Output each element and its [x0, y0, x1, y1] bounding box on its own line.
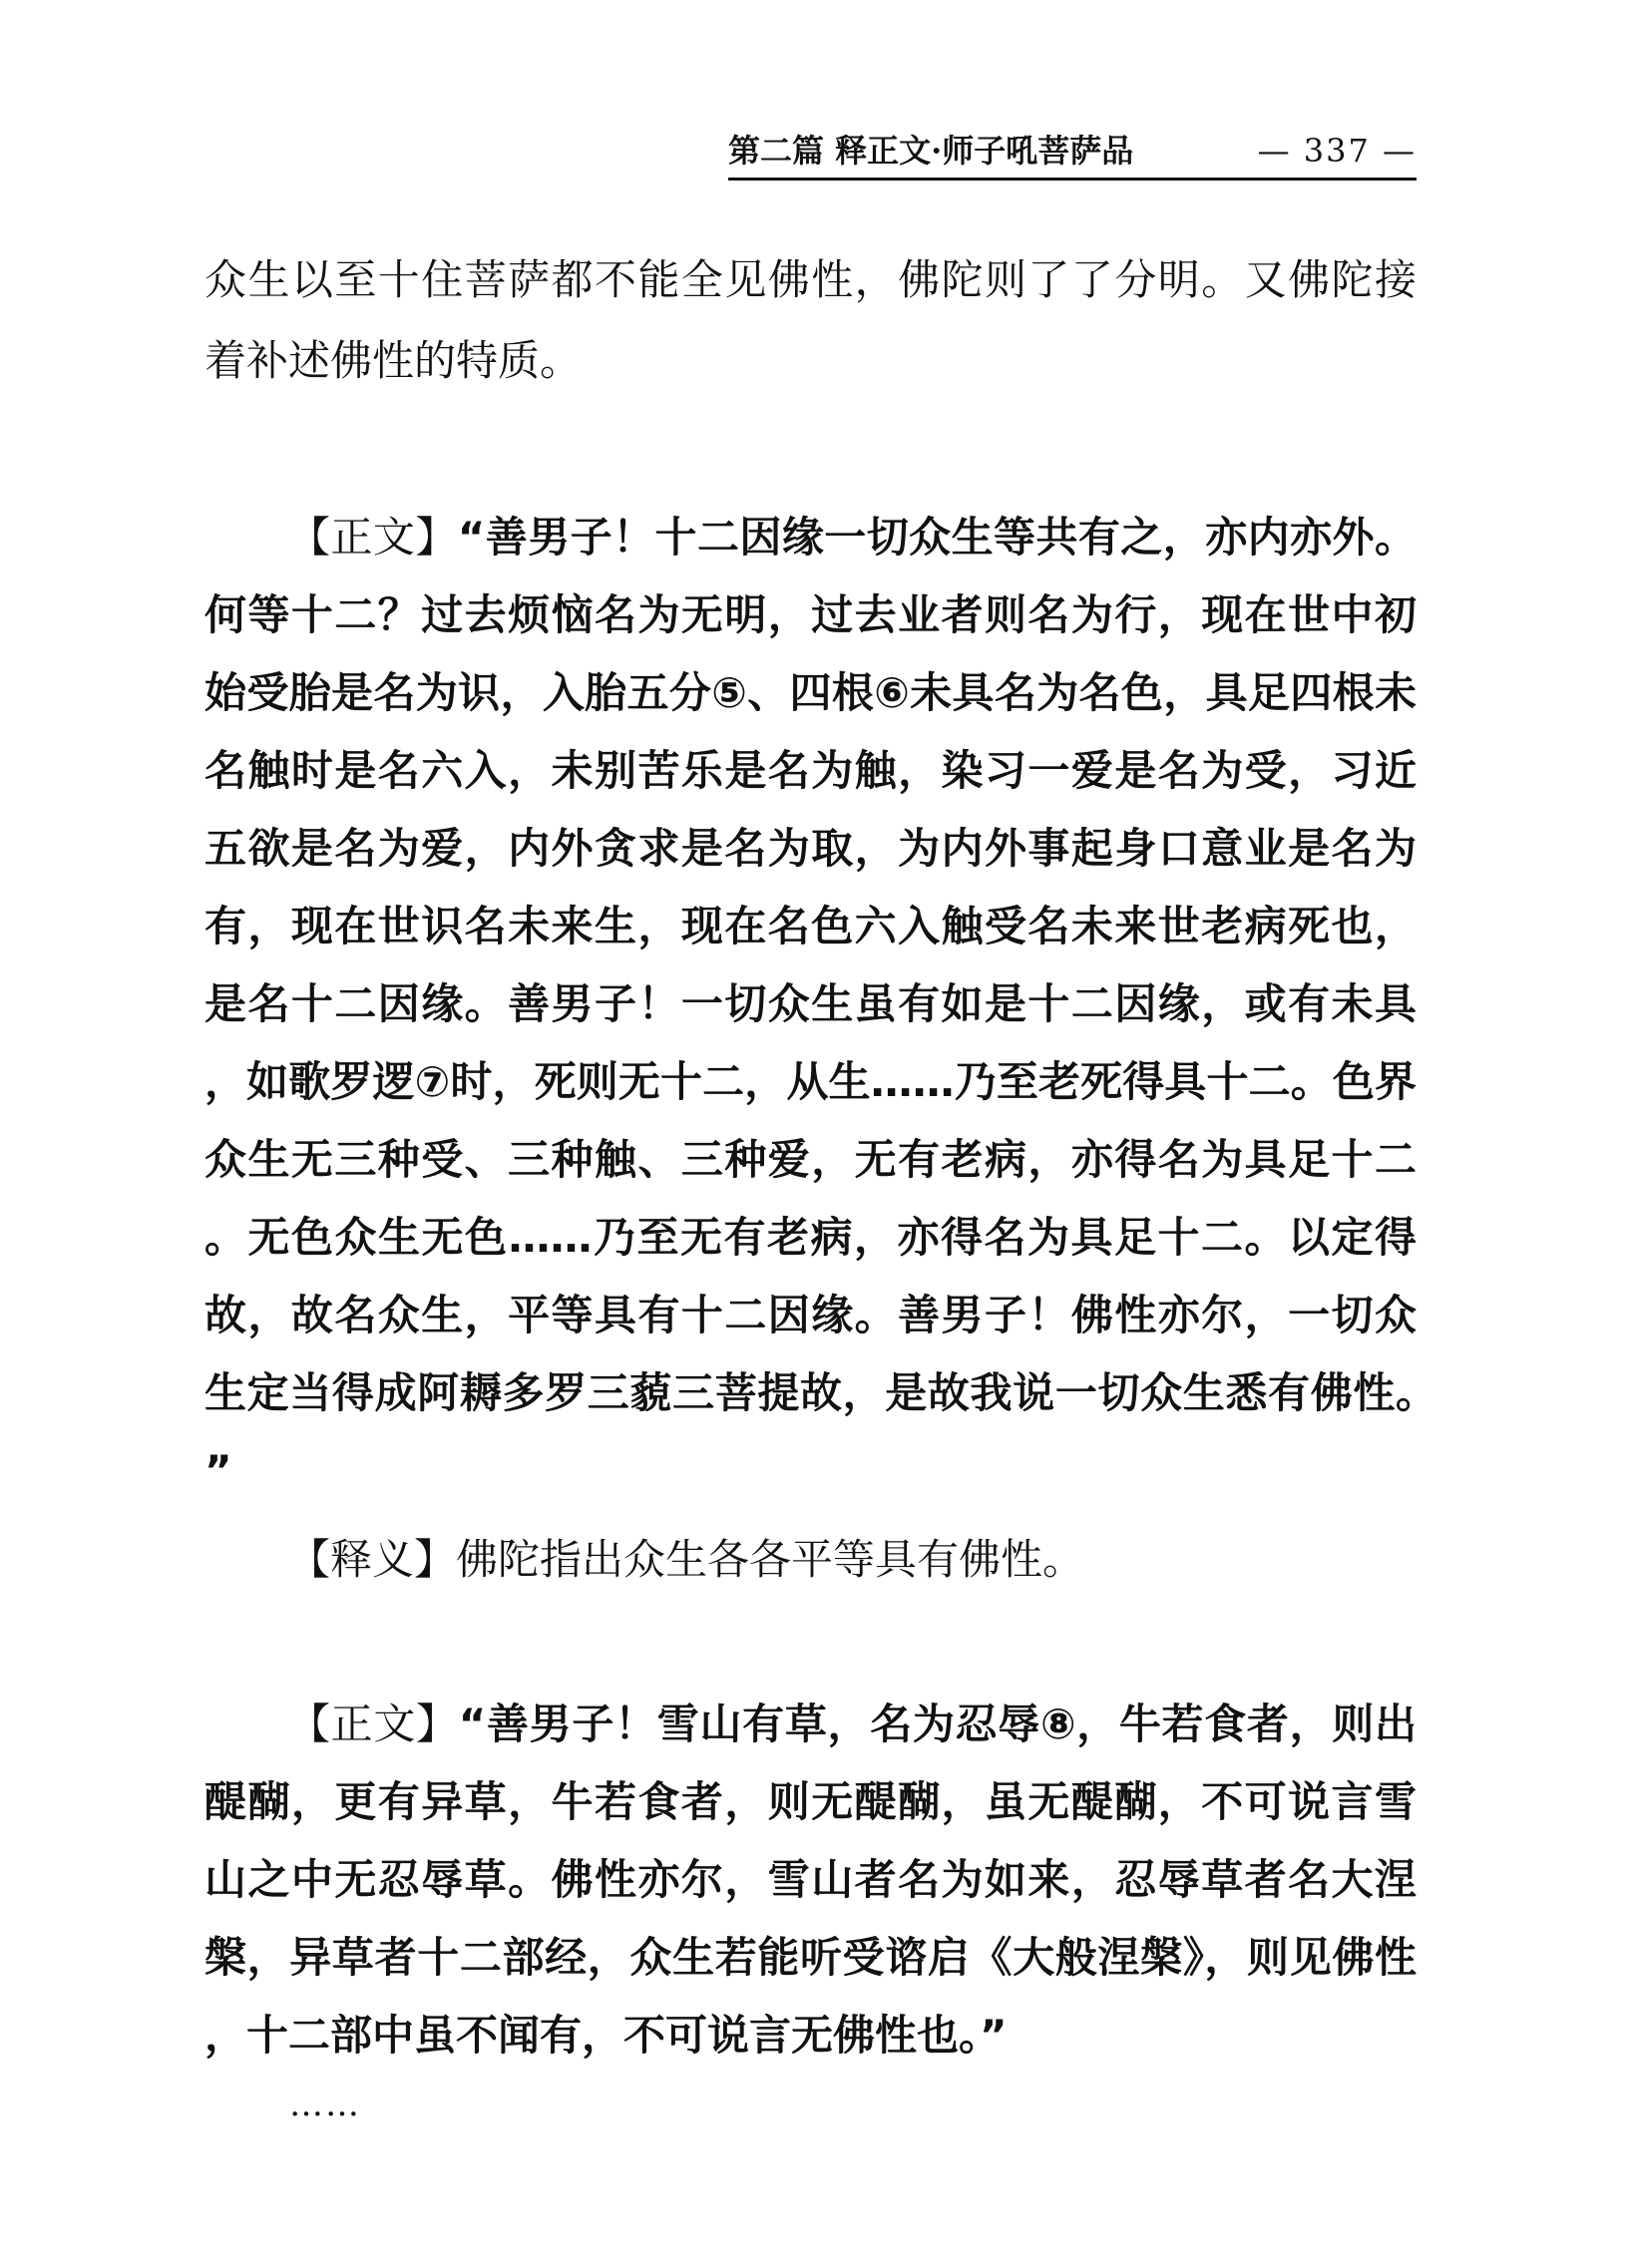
scripture-paragraph-1 — [204, 499, 1417, 1510]
scripture-label-1: 【正文】 — [288, 513, 458, 562]
page-number: — 337 — — [1257, 132, 1417, 170]
lead-paragraph-block — [204, 239, 1417, 401]
explanation-section-1 — [204, 1521, 1417, 1599]
scripture-section-2 — [204, 1686, 1417, 2075]
lead-paragraph: 众生以至十住菩萨都不能全见佛性，佛陀则了了分明。又佛陀接着补述佛性的特质。 — [204, 255, 1417, 385]
running-header — [728, 128, 1417, 181]
trailing-ellipsis: …… — [289, 2084, 361, 2124]
scripture-text-2: “善男子！雪山有草，名为忍辱⑧，牛若食者，则出醍醐，更有异草，牛若食者，则无醍醐，虽无醍醐，不可说言雪山之中无忍辱草。佛性亦尔，雪山者名为如来，忍辱草者名大涅槃，异草者十二部经，众生若能听受谘启《大般涅槃》，则见佛性，十二部中虽不闻有，不可说言无佛性也。” — [204, 1700, 1417, 2060]
scripture-text-1: “善男子！十二因缘一切众生等共有之，亦内亦外。何等十二？过去烦恼名为无明，过去业者则名为行，现在世中初始受胎是名为识，入胎五分⑤、四根⑥未具名为名色，具足四根未名触时是名六入，未别苦乐是名为触，染习一爱是名为受，习近五欲是名为爱，内外贪求是名为取，为内外事起身口意业是名为有，现在世识名未来生，现在名色六入触受名未来世老病死也，是名十二因缘。善男子！一切众生虽有如是十二因缘，或有未具，如歌罗逻⑦时，死则无十二，从生……乃至老死得具十二。色界众生无三种受、三种触、三种爱，无有老病，亦得名为具足十二。无色众生无色……乃至无有老病，亦得名为具足十二。以定得故，故名众生，平等具有十二因缘。善男子！佛性亦尔，一切众生定当得成阿耨多罗三藐三菩提故，是故我说一切众生悉有佛性。” — [204, 513, 1417, 1495]
chapter-title: 第二篇 释正文·师子吼菩萨品 — [728, 132, 1134, 170]
explanation-paragraph-1 — [204, 1521, 1417, 1599]
scripture-label-2: 【正文】 — [288, 1700, 459, 1748]
explanation-text-1: 佛陀指出众生各各平等具有佛性。 — [456, 1535, 1085, 1584]
scripture-section-1 — [204, 499, 1417, 1510]
explanation-label-1: 【释义】 — [288, 1535, 457, 1584]
scripture-paragraph-2 — [204, 1686, 1417, 2075]
